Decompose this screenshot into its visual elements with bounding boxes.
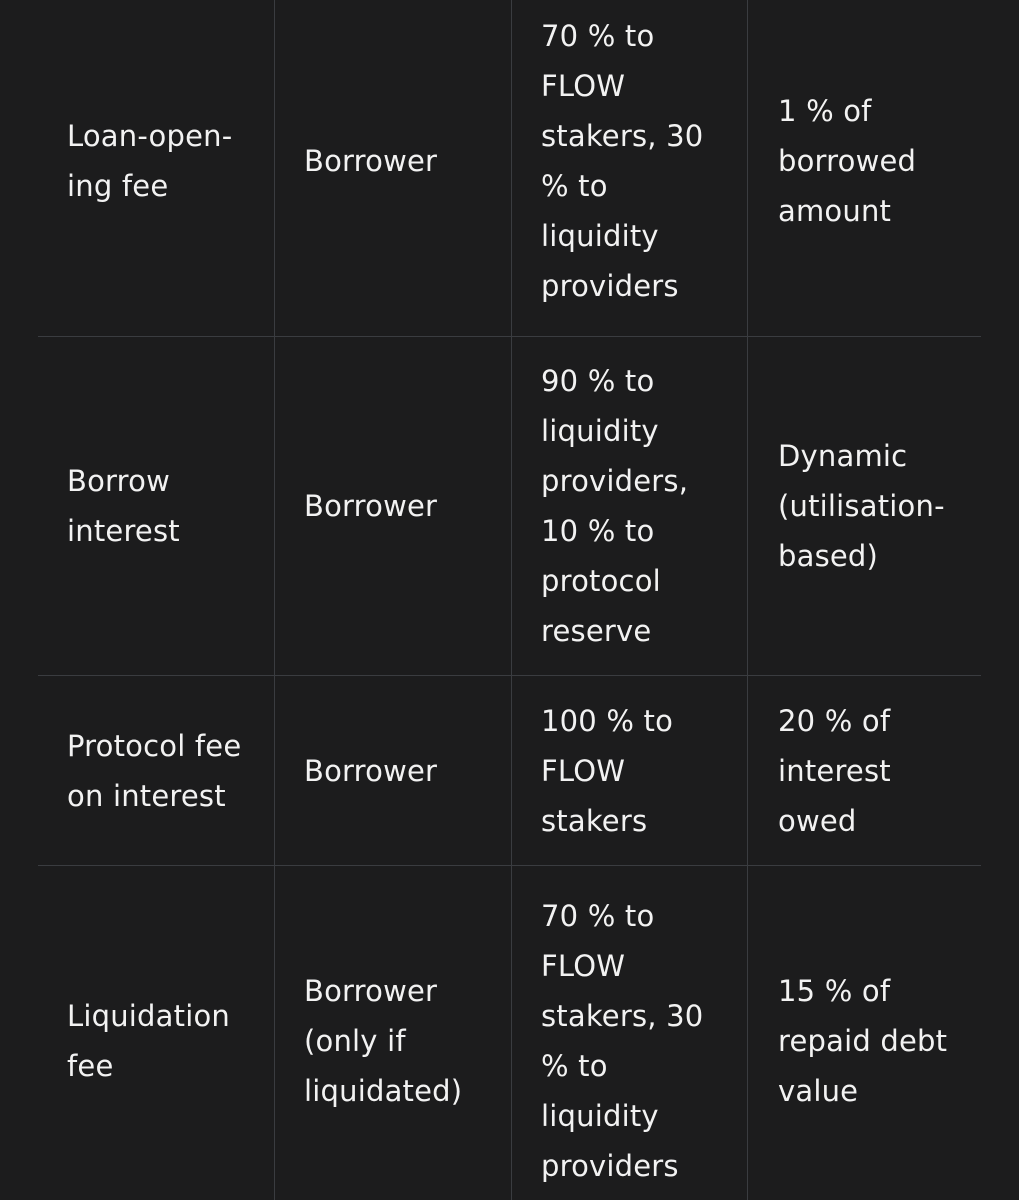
table-row xyxy=(38,337,981,676)
fee-name-cell xyxy=(38,866,274,1200)
rate-cell xyxy=(747,337,981,675)
fee-name-cell xyxy=(38,0,274,336)
fee-table xyxy=(38,0,981,1200)
payer-cell xyxy=(274,0,511,336)
payer: Borrower xyxy=(304,143,438,178)
recipients: 100 % to FLOW stakers xyxy=(541,703,674,838)
recipients: 70 % to FLOW stakers, 30 % to liquidity providers xyxy=(541,899,704,1183)
rate: Dynamic (utilisation-based) xyxy=(778,439,945,573)
recipients-cell xyxy=(511,866,747,1200)
fee-name: Borrow interest xyxy=(67,464,180,548)
rate: 15 % of repaid debt value xyxy=(778,974,948,1108)
recipients-cell xyxy=(511,0,747,336)
recipients-cell xyxy=(511,676,747,865)
payer-cell xyxy=(274,676,511,865)
rate-cell xyxy=(747,0,981,336)
rate: 20 % of interest owed xyxy=(778,703,891,838)
fee-name-cell xyxy=(38,676,274,865)
recipients-cell xyxy=(511,337,747,675)
fee-name: Loan-opening fee xyxy=(67,118,233,203)
fee-name: Protocol fee on interest xyxy=(67,728,242,813)
rate: 1 % of borrowed amount xyxy=(778,93,917,228)
fee-name-cell xyxy=(38,337,274,675)
fee-name: Liquidation fee xyxy=(67,999,230,1083)
payer: Borrower xyxy=(304,753,438,788)
rate-cell xyxy=(747,866,981,1200)
payer-cell xyxy=(274,866,511,1200)
payer: Borrower xyxy=(304,489,438,523)
payer-cell xyxy=(274,337,511,675)
table-row xyxy=(38,0,981,337)
recipients: 70 % to FLOW stakers, 30 % to liquidity providers xyxy=(541,18,704,303)
rate-cell xyxy=(747,676,981,865)
payer: Borrower (only if liquidated) xyxy=(304,974,463,1108)
recipients: 90 % to liquidity providers, 10 % to protocol reserve xyxy=(541,364,689,648)
table-row xyxy=(38,866,981,1200)
table-row xyxy=(38,676,981,866)
